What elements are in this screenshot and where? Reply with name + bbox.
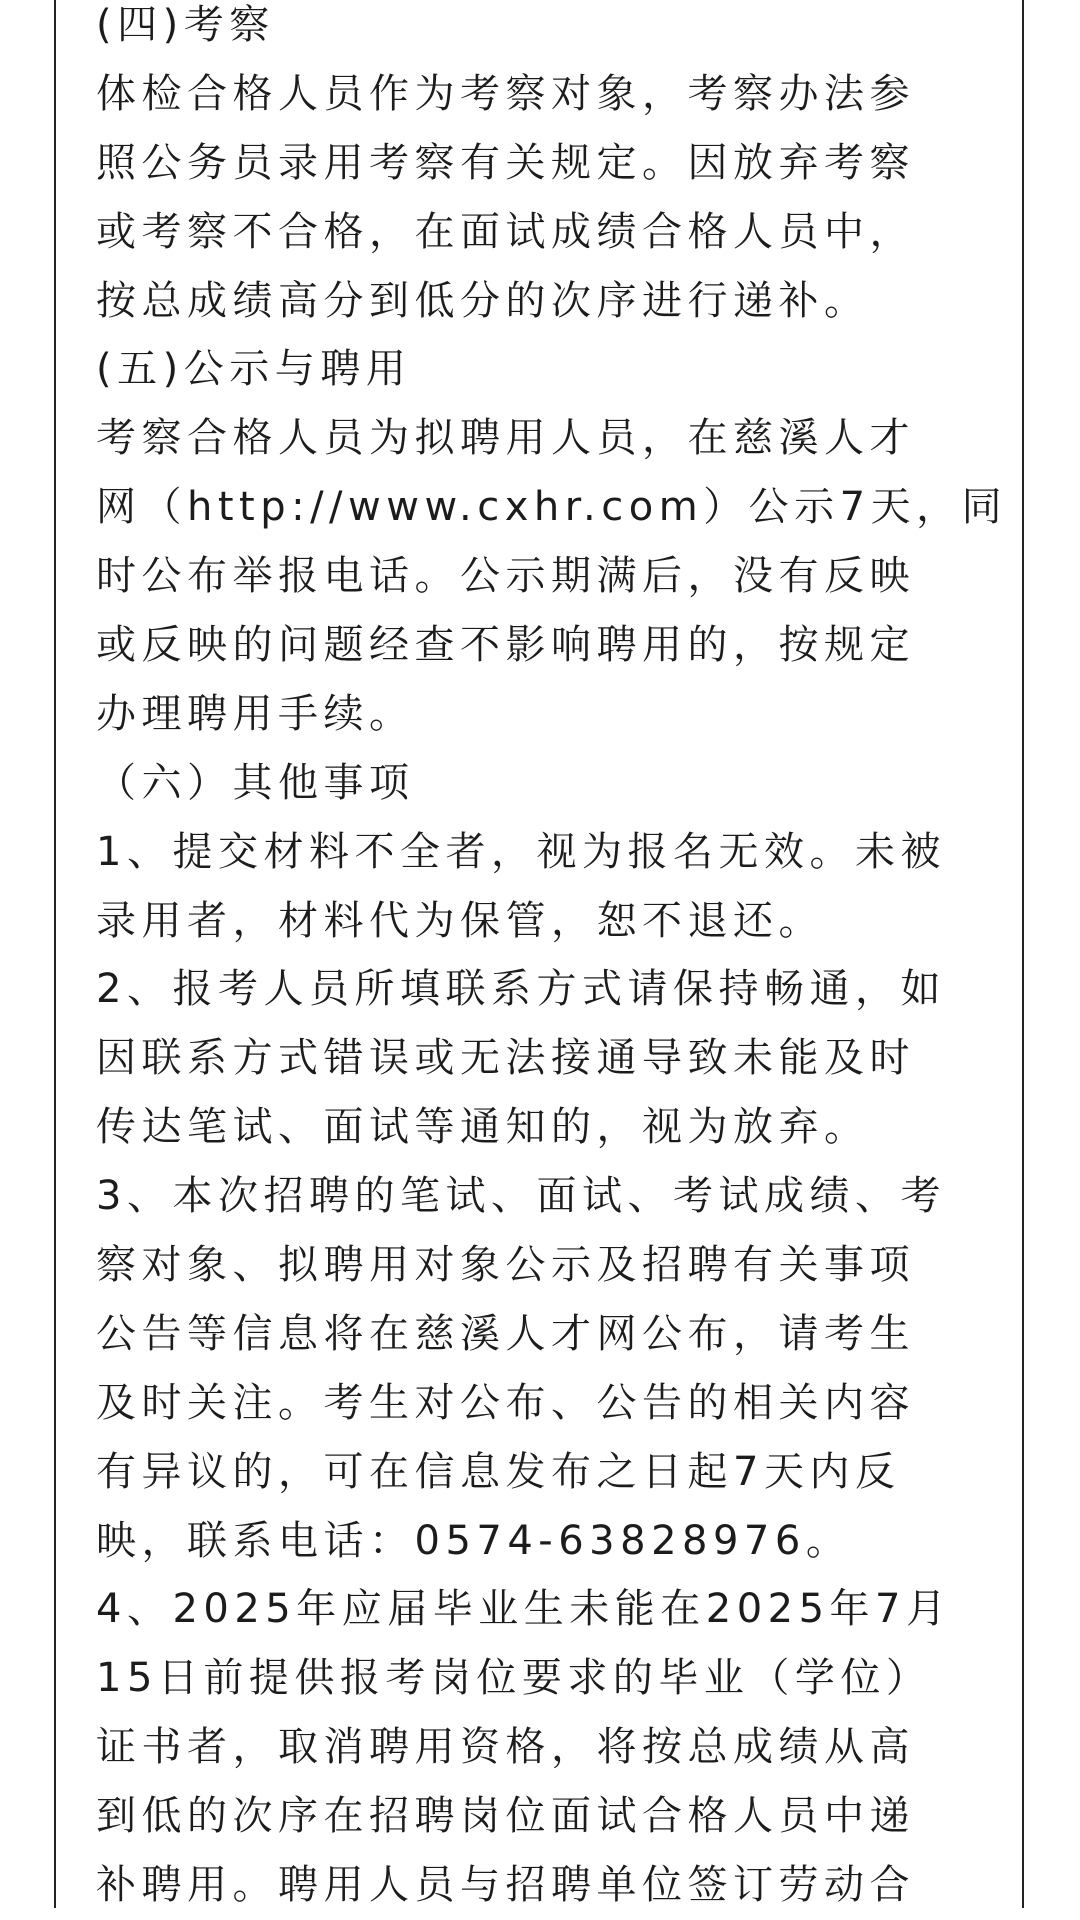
list-item-3: 3、本次招聘的笔试、面试、考试成绩、考 bbox=[96, 1173, 946, 1220]
text-line: 或考察不合格，在面试成绩合格人员中， bbox=[96, 208, 915, 255]
text-line: 补聘用。聘用人员与招聘单位签订劳动合 bbox=[96, 1862, 915, 1909]
list-item-1: 1、提交材料不全者，视为报名无效。未被 bbox=[96, 828, 946, 875]
text-line: 公告等信息将在慈溪人才网公布，请考生 bbox=[96, 1310, 915, 1357]
section-heading-publicity: (五)公示与聘用 bbox=[96, 346, 412, 393]
text-line: 体检合格人员作为考察对象，考察办法参 bbox=[96, 70, 915, 117]
text-line: 照公务员录用考察有关规定。因放弃考察 bbox=[96, 139, 915, 186]
text-line: 时公布举报电话。公示期满后，没有反映 bbox=[96, 553, 915, 600]
text-line: 及时关注。考生对公布、公告的相关内容 bbox=[96, 1379, 915, 1426]
list-item-2: 2、报考人员所填联系方式请保持畅通，如 bbox=[96, 966, 946, 1013]
text-line: 到低的次序在招聘岗位面试合格人员中递 bbox=[96, 1793, 915, 1840]
text-line: 办理聘用手续。 bbox=[96, 690, 415, 737]
document-body bbox=[96, 0, 1008, 1920]
list-item-4: 4、2025年应届毕业生未能在2025年7月 bbox=[96, 1586, 952, 1633]
section-heading-other-matters: （六）其他事项 bbox=[96, 759, 415, 806]
text-line: 有异议的，可在信息发布之日起7天内反 bbox=[96, 1448, 901, 1495]
text-line: 15日前提供报考岗位要求的毕业（学位） bbox=[96, 1655, 932, 1702]
text-line: 因联系方式错误或无法接通导致未能及时 bbox=[96, 1035, 915, 1082]
text-line: 录用者，材料代为保管，恕不退还。 bbox=[96, 897, 824, 944]
text-line-with-url: 网（http://www.cxhr.com）公示7天，同 bbox=[96, 484, 1008, 531]
text-line-with-phone: 映，联系电话：0574-63828976。 bbox=[96, 1517, 852, 1564]
text-line: 传达笔试、面试等通知的，视为放弃。 bbox=[96, 1104, 870, 1151]
text-line: 或反映的问题经查不影响聘用的，按规定 bbox=[96, 622, 915, 669]
text-line: 按总成绩高分到低分的次序进行递补。 bbox=[96, 277, 870, 324]
text-line: 察对象、拟聘用对象公示及招聘有关事项 bbox=[96, 1242, 915, 1289]
text-line: 证书者，取消聘用资格，将按总成绩从高 bbox=[96, 1724, 915, 1771]
text-line: 考察合格人员为拟聘用人员，在慈溪人才 bbox=[96, 415, 915, 462]
section-heading-assessment: (四)考察 bbox=[96, 2, 275, 48]
